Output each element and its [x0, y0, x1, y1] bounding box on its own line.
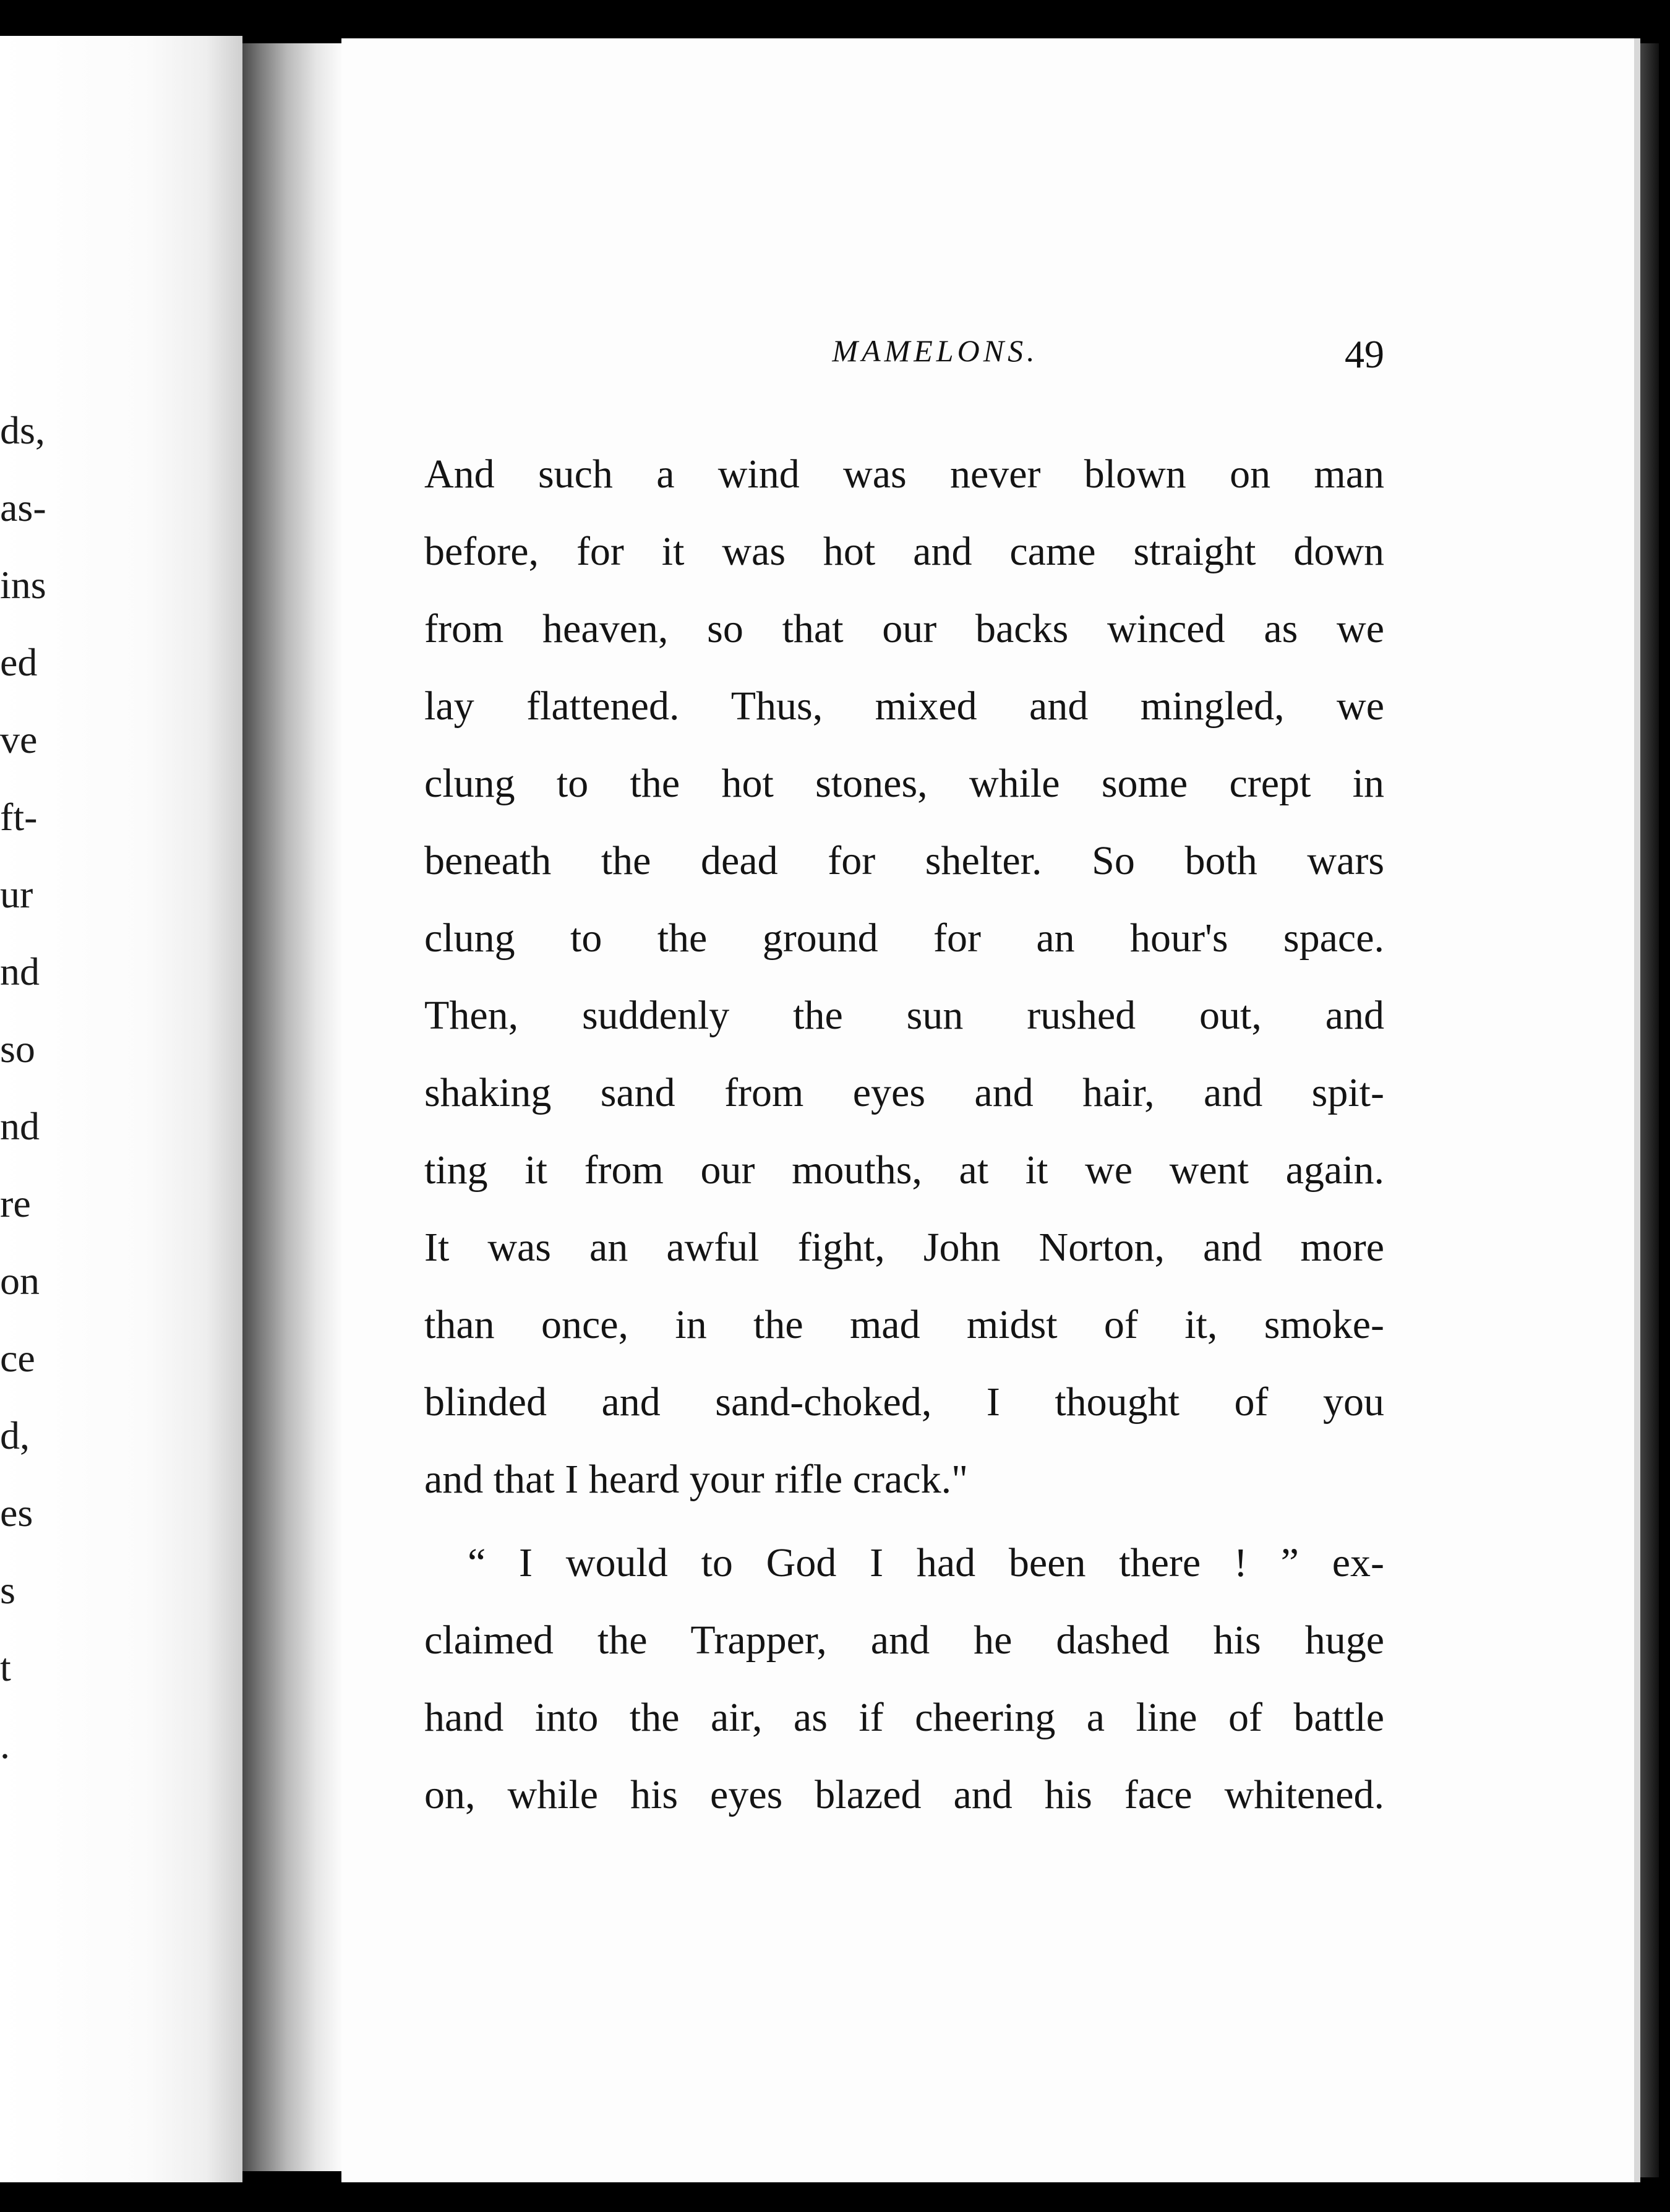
text-line: clung to the ground for an hour's space.	[424, 915, 1384, 961]
text-line: beneath the dead for shelter. So both wars	[424, 838, 1384, 883]
text-line: “ I would to God I had been there ! ” ex-	[468, 1540, 1384, 1585]
text-line: before, for it was hot and came straight down	[424, 529, 1384, 574]
left-line: s	[0, 1568, 15, 1612]
text-line: than once, in the mad midst of it, smoke-	[424, 1302, 1384, 1347]
text-line: blinded and sand-choked, I thought of you	[424, 1379, 1384, 1425]
left-line: d,	[0, 1413, 30, 1457]
left-line: re	[0, 1181, 31, 1225]
text-line: from heaven, so that our backs winced as we	[424, 606, 1384, 651]
left-page	[0, 36, 242, 2182]
text-line: It was an awful fight, John Norton, and more	[424, 1225, 1384, 1270]
left-line: ur	[0, 872, 33, 916]
left-line: ft-	[0, 795, 38, 839]
text-line: ting it from our mouths, at it we went again.	[424, 1147, 1384, 1193]
left-line: ins	[0, 563, 46, 607]
left-line: es	[0, 1491, 33, 1535]
left-line: t	[0, 1645, 11, 1689]
left-line: ve	[0, 718, 38, 761]
running-title: MAMELONS.	[832, 333, 1038, 368]
left-line: nd	[0, 1104, 40, 1148]
text-line: Then, suddenly the sun rushed out, and	[424, 993, 1384, 1038]
right-page-edge	[1640, 43, 1659, 2177]
left-line: so	[0, 1027, 35, 1071]
text-line: And such a wind was never blown on man	[424, 452, 1384, 497]
left-line: ce	[0, 1336, 35, 1380]
text-line: lay flattened. Thus, mixed and mingled, we	[424, 684, 1384, 729]
left-line: ed	[0, 640, 38, 684]
text-line: on, while his eyes blazed and his face whitened.	[424, 1772, 1384, 1817]
page-number: 49	[1345, 332, 1384, 376]
text-line: claimed the Trapper, and he dashed his huge	[424, 1618, 1384, 1663]
left-line: on	[0, 1259, 40, 1303]
left-page-text	[0, 392, 46, 1783]
left-line: as-	[0, 486, 46, 529]
right-page	[341, 38, 1640, 2182]
running-head	[341, 326, 1634, 375]
left-line: nd	[0, 950, 40, 993]
text-line: clung to the hot stones, while some crept in	[424, 761, 1384, 806]
text-line: hand into the air, as if cheering a line of battle	[424, 1695, 1384, 1740]
left-line: .	[0, 1723, 10, 1767]
book-gutter-shadow	[242, 43, 341, 2171]
left-line: ds,	[0, 408, 45, 452]
text-line: shaking sand from eyes and hair, and spit-	[424, 1070, 1384, 1115]
text-line: and that I heard your rifle crack."	[424, 1457, 969, 1502]
page-body-text	[424, 435, 1384, 1833]
